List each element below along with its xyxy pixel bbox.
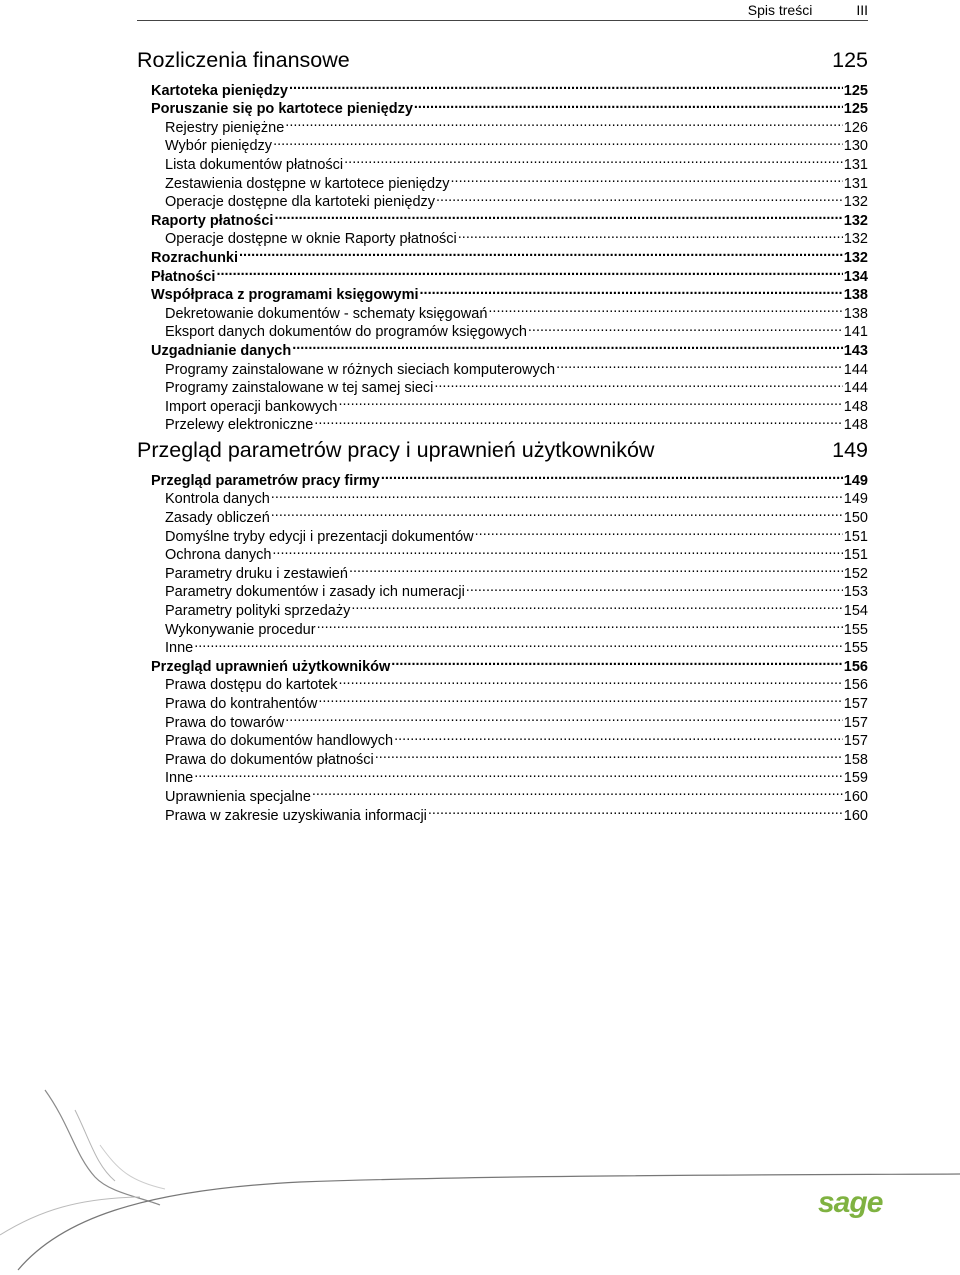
toc-entry-page: 157 <box>843 714 868 731</box>
dot-leader <box>488 299 842 318</box>
toc-entry-page: 157 <box>843 696 868 712</box>
toc-entry-title: Zestawienia dostępne w kartotece pieniędzy <box>165 175 450 192</box>
toc-entry-title: Przelewy elektroniczne <box>165 417 314 434</box>
dot-leader <box>239 243 843 262</box>
toc-entry-title: Import operacji bankowych <box>165 398 338 415</box>
toc-entry-page: 132 <box>843 249 868 266</box>
toc-entry-title: Operacje dostępne w oknie Raporty płatności <box>165 231 457 248</box>
dot-leader <box>451 169 843 188</box>
dot-leader <box>375 745 843 764</box>
dot-leader <box>475 522 843 541</box>
dot-leader <box>292 336 843 355</box>
toc-entry-page: 134 <box>843 268 868 285</box>
dot-leader <box>344 150 843 169</box>
toc-entry-page: 148 <box>843 398 868 415</box>
toc-entry-page: 131 <box>843 156 868 173</box>
dot-leader <box>394 727 843 746</box>
dot-leader <box>338 392 842 411</box>
dot-leader <box>349 559 843 578</box>
toc-entry-title: Współpraca z programami księgowymi <box>151 287 419 304</box>
dot-leader <box>466 578 843 597</box>
dot-leader <box>528 318 843 337</box>
header-page-number: III <box>856 2 868 18</box>
dot-leader <box>339 671 843 690</box>
toc-entry-page: 153 <box>843 584 868 601</box>
toc-entry-title: Przegląd parametrów pracy firmy <box>151 472 380 489</box>
toc-entry[interactable] <box>137 262 868 285</box>
toc-entry-page: 125 <box>843 82 868 99</box>
toc-entry[interactable] <box>137 764 868 787</box>
decorative-curves-graphic <box>0 1085 960 1275</box>
dot-leader <box>216 262 842 281</box>
toc-entry-page: 151 <box>843 528 868 545</box>
toc-entry-page: 157 <box>843 733 868 750</box>
toc-entry-page: 155 <box>843 640 868 657</box>
dot-leader <box>289 76 843 95</box>
toc-entry-title: Wykonywanie procedur <box>165 621 316 638</box>
toc-entry-title: Prawa dostępu do kartotek <box>165 677 338 694</box>
dot-leader <box>272 541 842 560</box>
dot-leader <box>194 634 843 653</box>
toc-entry-title: Kartoteka pieniędzy <box>151 82 288 99</box>
toc-entry-page: 138 <box>843 287 868 304</box>
dot-leader <box>381 466 843 485</box>
toc-entry-page: 149 <box>843 491 868 508</box>
toc-entry-page: 159 <box>843 770 868 787</box>
dot-leader <box>458 225 843 244</box>
toc-entry-page: 152 <box>843 565 868 582</box>
toc-entry-title: Prawa do dokumentów płatności <box>165 751 374 768</box>
dot-leader <box>194 764 843 783</box>
toc-entry-title: Prawa do towarów <box>165 714 285 731</box>
toc-entry-title: Prawa w zakresie uzyskiwania informacji <box>165 807 427 824</box>
toc-entry-page: 144 <box>843 380 868 397</box>
toc-entry-page: 151 <box>843 547 868 564</box>
toc-entry-page: 141 <box>843 324 868 341</box>
table-of-contents <box>137 45 868 824</box>
toc-entry[interactable] <box>137 782 868 805</box>
toc-entry-title: Programy zainstalowane w różnych sieciach komputerowych <box>165 361 556 378</box>
chapter-page: 149 <box>832 438 868 463</box>
toc-entry-title: Przegląd uprawnień użytkowników <box>151 658 391 675</box>
sage-logo: sage <box>818 1186 883 1219</box>
toc-entry-page: 132 <box>843 231 868 248</box>
chapter-title: Rozliczenia finansowe <box>137 48 350 72</box>
dot-leader <box>285 113 843 132</box>
toc-entry[interactable] <box>137 652 868 675</box>
toc-entry-page: 143 <box>843 342 868 359</box>
toc-entry[interactable] <box>137 466 868 489</box>
toc-entry-title: Uprawnienia specjalne <box>165 788 311 805</box>
chapter-heading <box>137 435 868 463</box>
toc-entry-page: 126 <box>843 119 868 136</box>
toc-entry-title: Rozrachunki <box>151 249 239 266</box>
chapter-page: 125 <box>832 48 868 72</box>
toc-entry-title: Eksport danych dokumentów do programów księgowych <box>165 324 527 341</box>
dot-leader <box>391 652 843 671</box>
dot-leader <box>436 188 843 207</box>
dot-leader <box>556 355 843 374</box>
toc-entry-title: Uzgadnianie danych <box>151 342 292 359</box>
dot-leader <box>271 503 843 522</box>
toc-entry-title: Rejestry pieniężne <box>165 119 285 136</box>
toc-entry[interactable] <box>137 281 868 304</box>
toc-entry-title: Wybór pieniędzy <box>165 138 273 155</box>
toc-entry-title: Zasady obliczeń <box>165 510 270 527</box>
toc-entry-title: Ochrona danych <box>165 547 272 564</box>
toc-entry-title: Domyślne tryby edycji i prezentacji dokumentów <box>165 528 474 545</box>
toc-entry-page: 154 <box>843 603 868 620</box>
dot-leader <box>271 485 843 504</box>
toc-entry-page: 156 <box>843 677 868 694</box>
chapter-title: Przegląd parametrów pracy i uprawnień użytkowników <box>137 438 655 463</box>
toc-entry-title: Prawa do dokumentów handlowych <box>165 733 394 750</box>
toc-entry-page: 148 <box>843 417 868 434</box>
header-section-title: Spis treści <box>747 2 813 18</box>
toc-entry-title: Dekretowanie dokumentów - schematy księgowań <box>165 305 488 322</box>
toc-entry-title: Raporty płatności <box>151 212 274 229</box>
toc-entry-title: Inne <box>165 770 194 787</box>
toc-entry-page: 160 <box>843 807 868 824</box>
toc-entry-page: 149 <box>843 472 868 489</box>
toc-entry-page: 138 <box>843 305 868 322</box>
toc-entry-page: 150 <box>843 510 868 527</box>
toc-entry[interactable] <box>137 634 868 657</box>
toc-entry-title: Poruszanie się po kartotece pieniędzy <box>151 101 413 118</box>
toc-entry-title: Parametry druku i zestawień <box>165 565 348 582</box>
dot-leader <box>273 132 843 151</box>
toc-entry-title: Prawa do kontrahentów <box>165 696 318 712</box>
toc-entry[interactable] <box>137 243 868 266</box>
toc-entry-title: Lista dokumentów płatności <box>165 156 344 173</box>
dot-leader <box>420 281 843 300</box>
dot-leader <box>434 374 842 393</box>
dot-leader <box>351 596 842 615</box>
toc-entry-page: 160 <box>843 788 868 805</box>
toc-entry-title: Programy zainstalowane w tej samej sieci <box>165 380 434 397</box>
toc-entry-page: 132 <box>843 194 868 211</box>
dot-leader <box>312 782 843 801</box>
toc-entry-title: Kontrola danych <box>165 491 270 508</box>
dot-leader <box>274 206 842 225</box>
dot-leader <box>414 95 843 114</box>
toc-entry-page: 144 <box>843 361 868 378</box>
dot-leader <box>285 708 843 727</box>
dot-leader <box>317 615 843 634</box>
toc-entry-page: 156 <box>843 658 868 675</box>
toc-entry-page: 125 <box>843 101 868 118</box>
toc-entry-title: Parametry polityki sprzedaży <box>165 603 351 620</box>
toc-entry-page: 155 <box>843 621 868 638</box>
dot-leader <box>318 689 842 708</box>
toc-entry-page: 131 <box>843 175 868 192</box>
toc-entry-page: 132 <box>843 212 868 229</box>
dot-leader <box>314 411 843 430</box>
toc-entry-title: Inne <box>165 640 194 657</box>
dot-leader <box>428 801 843 820</box>
toc-entry-title: Płatności <box>151 268 216 285</box>
toc-entry-title: Parametry dokumentów i zasady ich numeracji <box>165 584 465 601</box>
toc-entry-title: Operacje dostępne dla kartoteki pieniędzy <box>165 194 436 211</box>
toc-entry-page: 130 <box>843 138 868 155</box>
toc-entry-page: 158 <box>843 751 868 768</box>
chapter-heading <box>137 45 868 73</box>
toc-entry[interactable] <box>137 76 868 99</box>
running-header <box>137 0 868 21</box>
